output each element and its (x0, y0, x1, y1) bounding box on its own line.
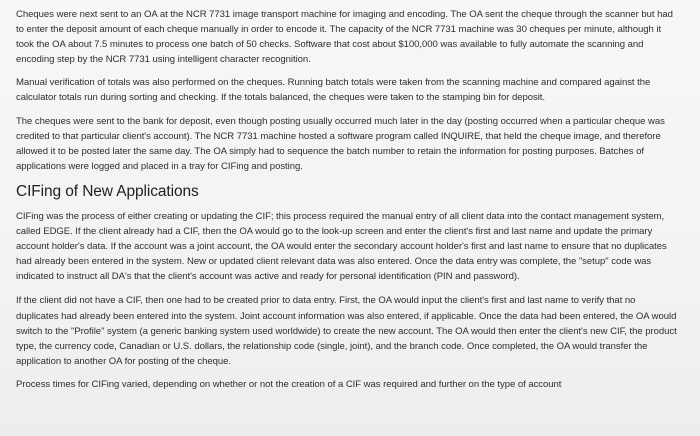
paragraph-bank-deposit: The cheques were sent to the bank for deposit, even though posting usually occurred much later in the day (posting occurred when a particular cheque was credited to that particular client's account). The NCR 7731 machine hosted a software program called INQUIRE, that held the cheque image, and therefore allowed it to be posted later the same day. The OA simply had to sequence the batch number to retain the information for posting purposes. Batches of applications were logged and placed in a tray for CIFing and posting. (16, 115, 665, 172)
paragraph-new-cif: If the client did not have a CIF, then one had to be created prior to data entry. First, the OA would input the client's first and last name to verify that no duplicates had already been entered into the system. Joint account information was also entered, if applicable. Once the data had been entered, the OA would switch to the "Profile" system (a generic banking system used worldwide) to create the new account. The OA would then enter the client's new CIF, the product type, the currency code, Canadian or U.S. dollars, the relationship code (single, joint), and the branch code. Once completed, the OA would transfer the application to another OA for posting of the cheque. (16, 295, 677, 367)
paragraph-spacer (16, 67, 678, 75)
paragraph-spacer (16, 369, 678, 377)
section-heading: CIFing of New Applications (16, 182, 199, 200)
paragraph-cheque-imaging: Cheques were next sent to an OA at the NCR 7731 image transport machine for imaging and encoding. The OA sent the cheque through the scanner but had to enter the deposit amount of each cheque manually in order to encode it. The capacity of the NCR 7731 machine was 30 cheques per minute, although it took the OA about 7.5 minutes to process one batch of 50 checks. Software that cost about $100,000 was available to fully automate the scanning and encoding step by the NCR 7731 using intelligent character recognition. (16, 9, 673, 66)
paragraph-cifing-process: CIFing was the process of either creating or updating the CIF; this process required the manual entry of all client data into the contact management system, called EDGE. If the client already had a CIF, then the OA would go to the look-up screen and enter the client's first and last name and update the primary account holder's data. If the account was a joint account, the OA would enter the secondary account holder's first and last name to ensure that no duplicates had already been entered in the system. New or updated client relevant data was also entered. Once the data entry was complete, the "setup" code was indicated to instruct all DA's that the client's account was active and ready for personal identification (PIN and password). (16, 210, 667, 283)
paragraph-spacer (16, 284, 678, 293)
paragraph-spacer (16, 106, 678, 114)
paragraph-process-times: Process times for CIFing varied, depending on whether or not the creation of a CIF was required and further on the type of account (16, 378, 562, 390)
paragraph-manual-verification: Manual verification of totals was also performed on the cheques. Running batch totals were taken from the scanning machine and compared against the calculator totals run during sorting and checking. If the totals balanced, the cheques were taken to the stamping bin for deposit. (16, 77, 651, 104)
